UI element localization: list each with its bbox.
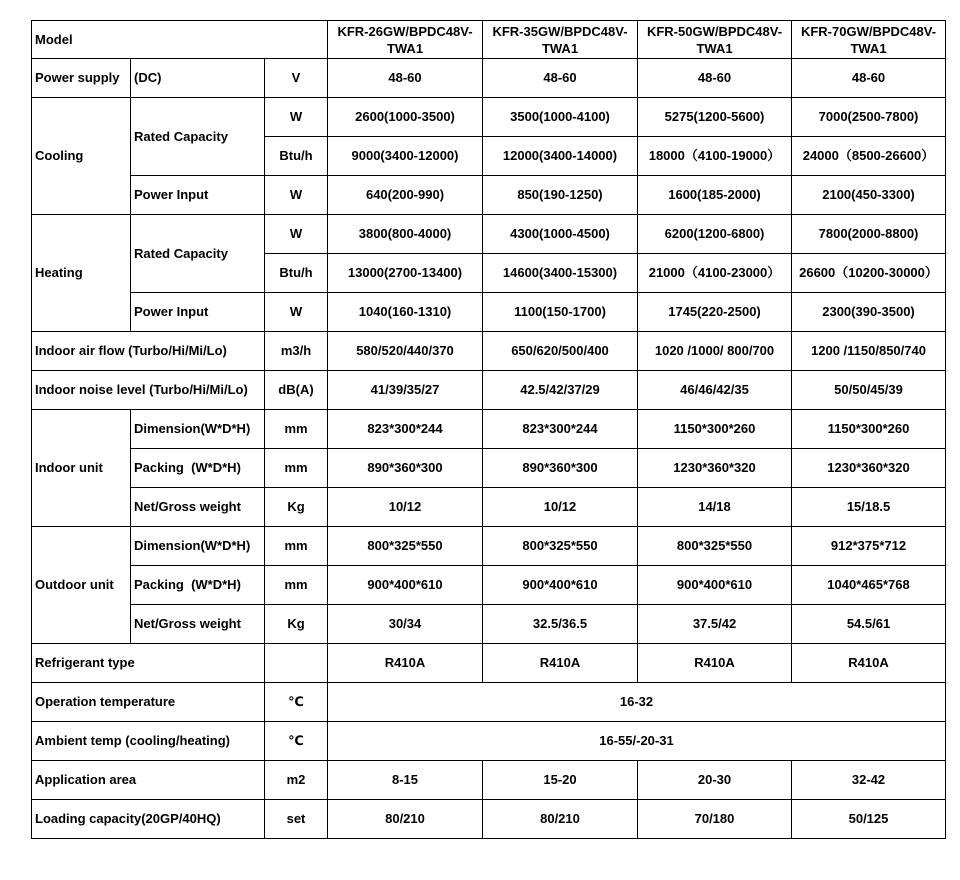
unit-cell: ℃ — [265, 722, 328, 761]
value-cell: 1040*465*768 — [792, 566, 946, 605]
outdoor-weight-label: Net/Gross weight — [131, 605, 265, 644]
value-cell: 800*325*550 — [483, 527, 638, 566]
value-cell: 2100(450-3300) — [792, 176, 946, 215]
value-cell: R410A — [638, 644, 792, 683]
unit-cell: Kg — [265, 605, 328, 644]
row-outdoor-weight — [32, 605, 946, 644]
row-operation-temperature — [32, 683, 946, 722]
row-indoor-noise — [32, 371, 946, 410]
value-cell: 640(200-990) — [328, 176, 483, 215]
value-cell: 46/46/42/35 — [638, 371, 792, 410]
row-power-supply — [32, 59, 946, 98]
value-cell: 1150*300*260 — [792, 410, 946, 449]
heating-power-input-label: Power Input — [131, 293, 265, 332]
value-cell: 1200 /1150/850/740 — [792, 332, 946, 371]
value-cell: R410A — [483, 644, 638, 683]
value-cell: 800*325*550 — [638, 527, 792, 566]
application-area-label: Application area — [32, 761, 265, 800]
unit-cell: mm — [265, 566, 328, 605]
unit-cell: set — [265, 800, 328, 839]
row-application-area — [32, 761, 946, 800]
value-cell: 3500(1000-4100) — [483, 98, 638, 137]
row-indoor-dimension — [32, 410, 946, 449]
value-cell: 16-55/-20-31 — [328, 722, 946, 761]
model-name: KFR-50GW/BPDC48V-TWA1 — [638, 21, 792, 59]
value-cell: 48-60 — [483, 59, 638, 98]
value-cell: 14600(3400-15300) — [483, 254, 638, 293]
air-flow-label: Indoor air flow (Turbo/Hi/Mi/Lo) — [32, 332, 265, 371]
value-cell: 80/210 — [328, 800, 483, 839]
value-cell: 900*400*610 — [483, 566, 638, 605]
unit-cell: Btu/h — [265, 254, 328, 293]
value-cell: 1150*300*260 — [638, 410, 792, 449]
value-cell: 1745(220-2500) — [638, 293, 792, 332]
value-cell: 800*325*550 — [328, 527, 483, 566]
value-cell: 20-30 — [638, 761, 792, 800]
heating-label: Heating — [32, 215, 131, 332]
value-cell: 580/520/440/370 — [328, 332, 483, 371]
value-cell: 50/125 — [792, 800, 946, 839]
unit-cell — [265, 644, 328, 683]
row-cooling-rated-w — [32, 98, 946, 137]
unit-cell: Kg — [265, 488, 328, 527]
heating-rated-label: Rated Capacity — [131, 215, 265, 293]
unit-cell: dB(A) — [265, 371, 328, 410]
model-name: KFR-26GW/BPDC48V-TWA1 — [328, 21, 483, 59]
unit-cell: mm — [265, 527, 328, 566]
outdoor-packing-label: Packing (W*D*H) — [131, 566, 265, 605]
row-indoor-weight — [32, 488, 946, 527]
row-heating-power-input — [32, 293, 946, 332]
indoor-weight-label: Net/Gross weight — [131, 488, 265, 527]
unit-cell: m3/h — [265, 332, 328, 371]
value-cell: 48-60 — [792, 59, 946, 98]
value-cell: 80/210 — [483, 800, 638, 839]
value-cell: 1020 /1000/ 800/700 — [638, 332, 792, 371]
refrigerant-label: Refrigerant type — [32, 644, 265, 683]
outdoor-unit-label: Outdoor unit — [32, 527, 131, 644]
power-supply-sub: (DC) — [131, 59, 265, 98]
value-cell: 1600(185-2000) — [638, 176, 792, 215]
value-cell: 2300(390-3500) — [792, 293, 946, 332]
row-cooling-power-input — [32, 176, 946, 215]
value-cell: 1230*360*320 — [792, 449, 946, 488]
model-name: KFR-35GW/BPDC48V-TWA1 — [483, 21, 638, 59]
value-cell: R410A — [328, 644, 483, 683]
value-cell: 650/620/500/400 — [483, 332, 638, 371]
value-cell: 54.5/61 — [792, 605, 946, 644]
power-supply-label: Power supply — [32, 59, 131, 98]
value-cell: 10/12 — [483, 488, 638, 527]
loading-capacity-label: Loading capacity(20GP/40HQ) — [32, 800, 265, 839]
row-outdoor-packing — [32, 566, 946, 605]
value-cell: 9000(3400-12000) — [328, 137, 483, 176]
indoor-dimension-label: Dimension(W*D*H) — [131, 410, 265, 449]
value-cell: 12000(3400-14000) — [483, 137, 638, 176]
spec-table — [31, 20, 946, 839]
value-cell: 21000（4100-23000） — [638, 254, 792, 293]
row-outdoor-dimension — [32, 527, 946, 566]
value-cell: 900*400*610 — [638, 566, 792, 605]
row-loading-capacity — [32, 800, 946, 839]
value-cell: 823*300*244 — [328, 410, 483, 449]
value-cell: 7000(2500-7800) — [792, 98, 946, 137]
value-cell: 13000(2700-13400) — [328, 254, 483, 293]
indoor-packing-label: Packing (W*D*H) — [131, 449, 265, 488]
value-cell: 3800(800-4000) — [328, 215, 483, 254]
noise-label: Indoor noise level (Turbo/Hi/Mi/Lo) — [32, 371, 265, 410]
value-cell: 900*400*610 — [328, 566, 483, 605]
value-cell: 6200(1200-6800) — [638, 215, 792, 254]
value-cell: 850(190-1250) — [483, 176, 638, 215]
value-cell: 2600(1000-3500) — [328, 98, 483, 137]
value-cell: 4300(1000-4500) — [483, 215, 638, 254]
unit-cell: W — [265, 293, 328, 332]
model-label: Model — [32, 21, 328, 59]
unit-cell: W — [265, 215, 328, 254]
cooling-label: Cooling — [32, 98, 131, 215]
value-cell: 823*300*244 — [483, 410, 638, 449]
ambient-temp-label: Ambient temp (cooling/heating) — [32, 722, 265, 761]
value-cell: 15-20 — [483, 761, 638, 800]
value-cell: 14/18 — [638, 488, 792, 527]
unit-cell: Btu/h — [265, 137, 328, 176]
cooling-power-input-label: Power Input — [131, 176, 265, 215]
row-indoor-air-flow — [32, 332, 946, 371]
value-cell: R410A — [792, 644, 946, 683]
value-cell: 15/18.5 — [792, 488, 946, 527]
value-cell: 37.5/42 — [638, 605, 792, 644]
value-cell: 70/180 — [638, 800, 792, 839]
value-cell: 32.5/36.5 — [483, 605, 638, 644]
unit-cell: m2 — [265, 761, 328, 800]
unit-cell: mm — [265, 449, 328, 488]
value-cell: 7800(2000-8800) — [792, 215, 946, 254]
value-cell: 890*360*300 — [483, 449, 638, 488]
unit-cell: mm — [265, 410, 328, 449]
value-cell: 24000（8500-26600） — [792, 137, 946, 176]
value-cell: 18000（4100-19000） — [638, 137, 792, 176]
value-cell: 890*360*300 — [328, 449, 483, 488]
cooling-rated-label: Rated Capacity — [131, 98, 265, 176]
row-ambient-temp — [32, 722, 946, 761]
value-cell: 1100(150-1700) — [483, 293, 638, 332]
value-cell: 30/34 — [328, 605, 483, 644]
indoor-unit-label: Indoor unit — [32, 410, 131, 527]
value-cell: 10/12 — [328, 488, 483, 527]
unit-cell: V — [265, 59, 328, 98]
value-cell: 41/39/35/27 — [328, 371, 483, 410]
model-name: KFR-70GW/BPDC48V-TWA1 — [792, 21, 946, 59]
operation-temp-label: Operation temperature — [32, 683, 265, 722]
unit-cell: W — [265, 176, 328, 215]
outdoor-dimension-label: Dimension(W*D*H) — [131, 527, 265, 566]
row-indoor-packing — [32, 449, 946, 488]
value-cell: 26600（10200-30000） — [792, 254, 946, 293]
value-cell: 32-42 — [792, 761, 946, 800]
value-cell: 16-32 — [328, 683, 946, 722]
value-cell: 912*375*712 — [792, 527, 946, 566]
row-refrigerant — [32, 644, 946, 683]
value-cell: 48-60 — [638, 59, 792, 98]
value-cell: 50/50/45/39 — [792, 371, 946, 410]
value-cell: 1040(160-1310) — [328, 293, 483, 332]
value-cell: 8-15 — [328, 761, 483, 800]
value-cell: 5275(1200-5600) — [638, 98, 792, 137]
row-model — [32, 21, 946, 59]
value-cell: 48-60 — [328, 59, 483, 98]
value-cell: 42.5/42/37/29 — [483, 371, 638, 410]
unit-cell: W — [265, 98, 328, 137]
value-cell: 1230*360*320 — [638, 449, 792, 488]
row-heating-rated-w — [32, 215, 946, 254]
unit-cell: ℃ — [265, 683, 328, 722]
